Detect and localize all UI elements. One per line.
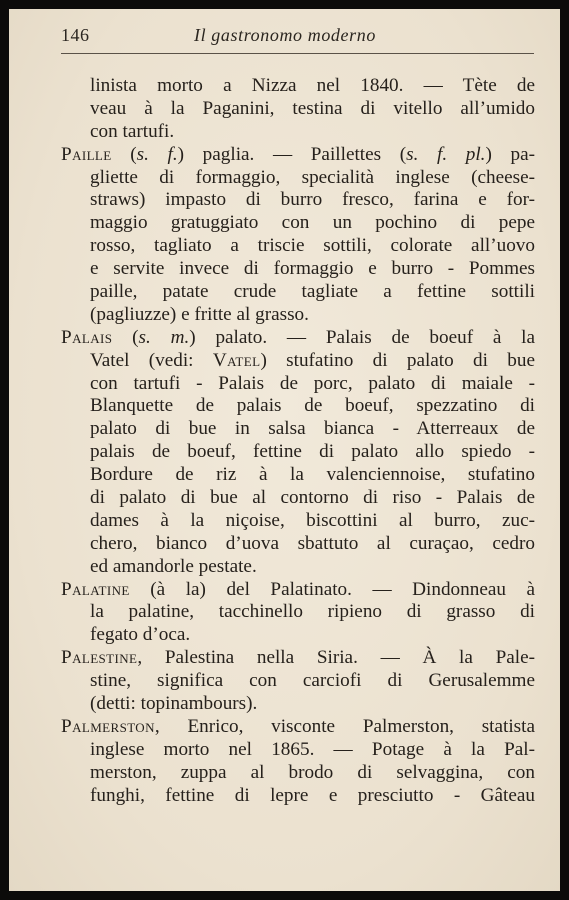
text-run: , Palestina nella Siria. — À la Pale- <box>137 647 535 669</box>
text-run: inglese morto nel 1865. — Potage à la Pal- <box>90 738 535 760</box>
text-line <box>61 121 535 144</box>
text-run: gliette di formaggio, specialità inglese (cheese- <box>90 166 535 188</box>
text-run: con tartufi - Palais de porc, palato di maiale - <box>90 372 535 394</box>
text-line <box>61 98 535 121</box>
headword: Vatel <box>212 349 261 371</box>
text-line <box>61 624 535 647</box>
text-line <box>61 167 535 190</box>
grammar-note: s. f. pl. <box>406 143 486 165</box>
text-run: funghi, fettine di lepre e presciutto - Gâteau <box>90 784 535 806</box>
text-run: , Enrico, visconte Palmerston, statista <box>154 715 535 737</box>
text-run: ) paglia. — Paillettes ( <box>177 143 407 165</box>
text-run: Bordure de riz à la valenciennoise, stufatino <box>90 464 535 486</box>
text-run: merston, zuppa al brodo di selvaggina, con <box>90 761 535 783</box>
text-run: ( <box>112 326 139 348</box>
text-line <box>61 556 535 579</box>
text-line <box>61 235 535 258</box>
text-run: ) palato. — Palais de boeuf à la <box>189 326 536 348</box>
grammar-note: s. m. <box>138 326 190 348</box>
text-run: palais de boeuf, fettine di palato allo spiedo - <box>90 441 535 463</box>
text-run: linista morto a Nizza nel 1840. — Tète de <box>90 75 535 96</box>
text-line <box>61 670 535 693</box>
text-line <box>61 350 535 373</box>
body-text <box>61 75 535 808</box>
text-run: con tartufi. <box>90 120 175 142</box>
text-line <box>61 693 535 716</box>
entry-headword-line <box>61 144 535 167</box>
headword: Palestine <box>61 647 138 669</box>
text-line <box>61 258 535 281</box>
text-line <box>61 762 535 785</box>
entry-headword-line <box>61 579 535 602</box>
book-page <box>9 9 560 891</box>
text-run: (à la) del Palatinato. — Dindonneau à <box>129 578 535 600</box>
text-run: palato di bue in salsa bianca - Atterreaux de <box>90 418 535 440</box>
headword: Palais <box>61 326 113 348</box>
text-line <box>61 373 535 396</box>
text-run: chero, bianco d’uova sbattuto al curaçao, cedro <box>90 532 535 554</box>
text-run: paille, patate crude tagliate a fettine sottili <box>90 281 535 303</box>
text-line <box>61 739 535 762</box>
text-line <box>61 464 535 487</box>
text-run: (pagliuzze) e fritte al grasso. <box>90 303 309 325</box>
header-rule <box>61 53 534 54</box>
text-line <box>61 189 535 212</box>
text-run: ) stufatino di palato di bue <box>260 349 535 371</box>
text-line <box>61 441 535 464</box>
text-line <box>61 533 535 556</box>
headword: Palatine <box>61 578 130 600</box>
entry-headword-line <box>61 716 535 739</box>
text-line <box>61 601 535 624</box>
text-line <box>61 418 535 441</box>
text-run: Vatel (vedi: <box>90 349 213 371</box>
text-run: rosso, tagliato a triscie sottili, colorate all’uovo <box>90 235 535 257</box>
text-run: ) pa- <box>485 143 535 165</box>
page-header <box>9 25 560 51</box>
text-line <box>61 785 535 808</box>
text-line <box>61 395 535 418</box>
text-line <box>61 510 535 533</box>
headword: Palmerston <box>61 715 155 737</box>
text-run: e servite invece di formaggio e burro - Pommes <box>90 258 535 280</box>
headword: Paille <box>61 143 112 165</box>
text-run: ed amandorle pestate. <box>90 555 257 577</box>
text-run: ( <box>111 143 137 165</box>
grammar-note: s. f. <box>136 143 178 165</box>
text-run: di palato di bue al contorno di riso - Palais de <box>90 487 535 509</box>
page-number: 146 <box>61 25 90 45</box>
running-title: Il gastronomo moderno <box>194 25 376 45</box>
text-run: (detti: topinambours). <box>90 693 258 715</box>
text-run: dames à la niçoise, biscottini al burro, zuc- <box>90 509 535 531</box>
entry-headword-line <box>61 647 535 670</box>
text-line <box>61 487 535 510</box>
text-line <box>61 281 535 304</box>
text-run: stine, significa con carciofi di Gerusalemme <box>90 670 535 692</box>
entry-headword-line <box>61 327 535 350</box>
text-run: veau à la Paganini, testina di vitello all’umido <box>90 97 535 119</box>
text-run: la palatine, tacchinello ripieno di grasso di <box>90 601 535 623</box>
text-run: Blanquette de palais de boeuf, spezzatino di <box>90 395 535 417</box>
text-run: fegato d’oca. <box>90 624 191 646</box>
text-line <box>61 304 535 327</box>
text-run: maggio gratuggiato con un pochino di pepe <box>90 212 535 234</box>
text-line <box>61 75 535 98</box>
text-line <box>61 212 535 235</box>
text-run: straws) impasto di burro fresco, farina e for- <box>90 189 535 211</box>
